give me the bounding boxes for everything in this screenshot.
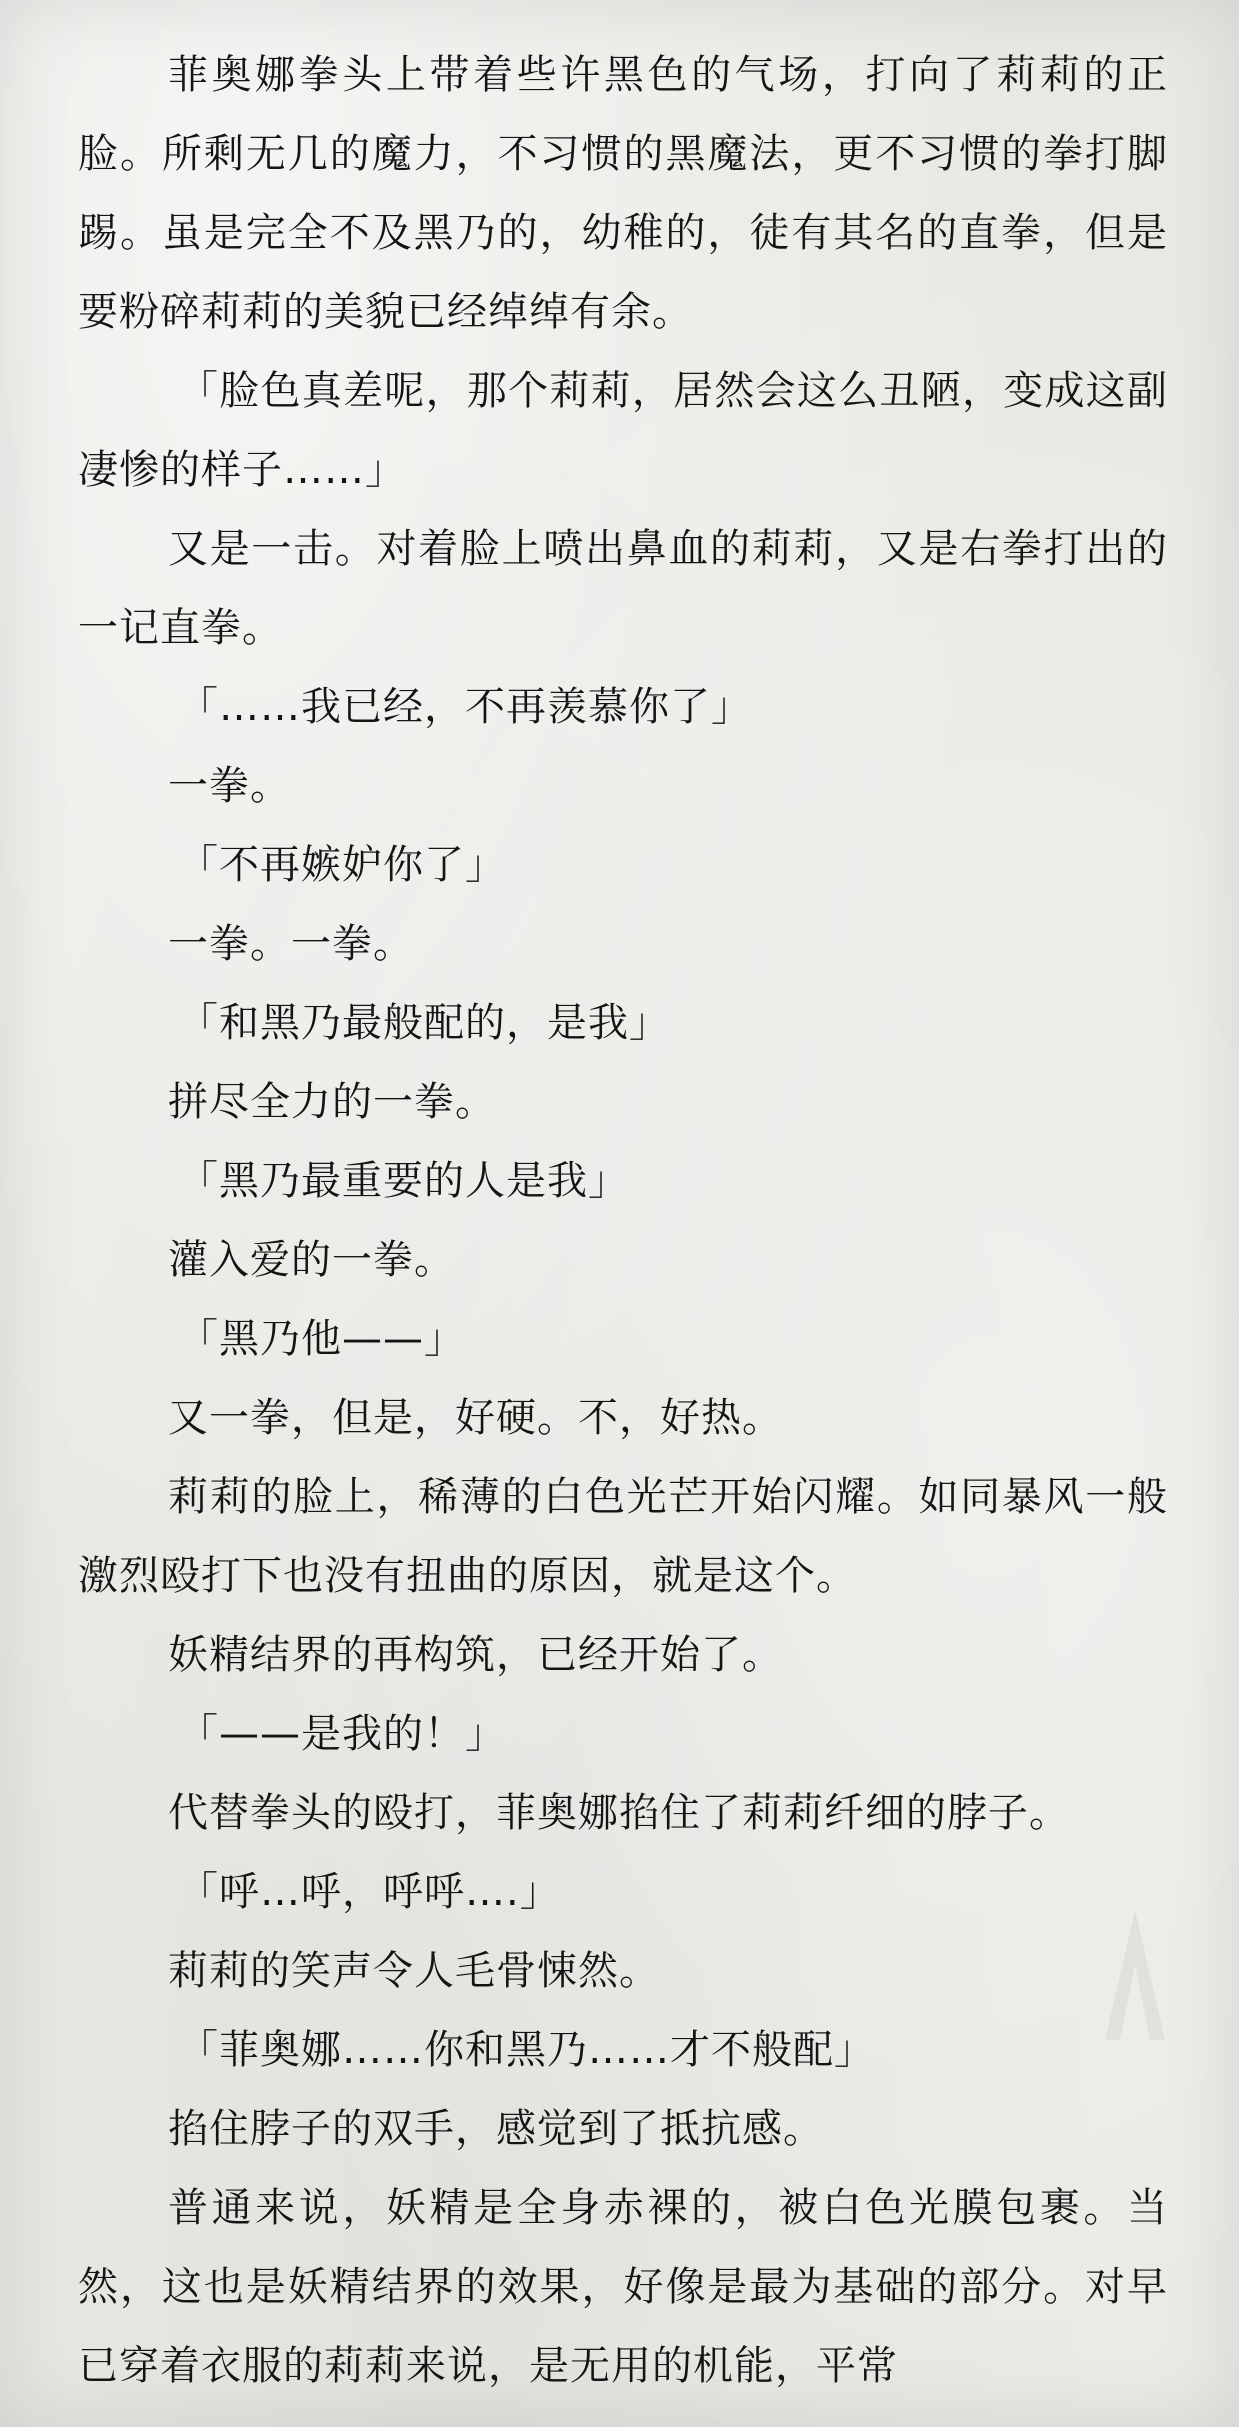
dialog-line: 「黑乃最重要的人是我」 [178,1158,629,1204]
paragraph: 普通来说，妖精是全身赤裸的，被白色光膜包裹。当然，这也是妖精结界的效果，好像是最为基础的部分。对早已穿着衣服的莉莉来说，是无用的机能，平常 [78,2185,1168,2389]
paragraph: 拼尽全力的一拳。 [168,1079,496,1125]
novel-text-body [78,36,1168,2406]
dialog-line: 「——是我的！」 [178,1711,506,1757]
paragraph: 一拳。 [168,763,291,809]
paragraph: 又一拳，但是，好硬。不，好热。 [168,1395,783,1441]
paragraph: 一拳。一拳。 [168,921,414,967]
dialog-line: 「黑乃他——」 [178,1316,465,1362]
paragraph: 莉莉的笑声令人毛骨悚然。 [168,1948,660,1994]
dialog-line: 「不再嫉妒你了」 [178,842,506,888]
dialog-line: 「呼…呼，呼呼….」 [178,1869,561,1915]
paragraph: 又是一击。对着脸上喷出鼻血的莉莉，又是右拳打出的一记直拳。 [78,526,1168,651]
dialog-line: 「和黑乃最般配的，是我」 [178,1000,670,1046]
paragraph: 菲奥娜拳头上带着些许黑色的气场，打向了莉莉的正脸。所剩无几的魔力，不习惯的黑魔法，更不习惯的拳打脚踢。虽是完全不及黑乃的，幼稚的，徒有其名的直拳，但是要粉碎莉莉的美貌已经绰绰有余。 [78,52,1168,335]
dialog-line: 「……我已经，不再羡慕你了」 [178,684,752,730]
dialog-line: 「脸色真差呢，那个莉莉，居然会这么丑陋，变成这副凄惨的样子……」 [78,368,1168,493]
paragraph: 掐住脖子的双手，感觉到了抵抗感。 [168,2106,824,2152]
paragraph: 莉莉的脸上，稀薄的白色光芒开始闪耀。如同暴风一般激烈殴打下也没有扭曲的原因，就是这个。 [78,1474,1168,1599]
dialog-line: 「菲奥娜……你和黑乃……才不般配」 [178,2027,875,2073]
paragraph: 灌入爱的一拳。 [168,1237,455,1283]
paragraph: 妖精结界的再构筑，已经开始了。 [168,1632,783,1678]
paragraph: 代替拳头的殴打，菲奥娜掐住了莉莉纤细的脖子。 [168,1790,1070,1836]
